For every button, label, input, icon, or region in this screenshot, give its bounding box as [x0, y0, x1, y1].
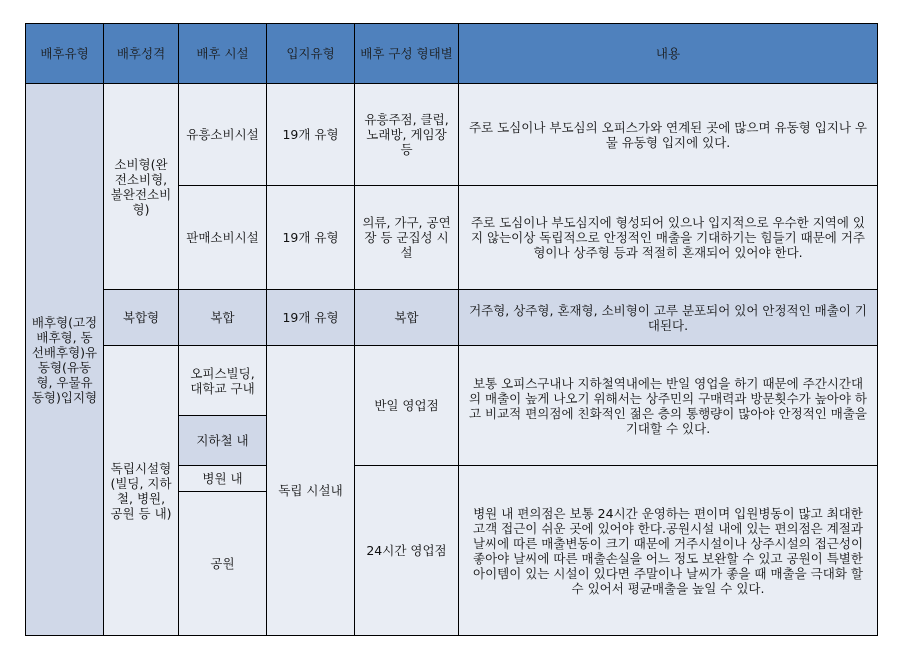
form-cell: 복합: [355, 290, 459, 346]
nature-cell: 복합형: [104, 290, 179, 346]
header-cell: 내용: [459, 24, 878, 84]
content-cell: 주로 도심이나 부도심의 오피스가와 연계된 곳에 많으며 유동형 입지나 우물 유동형 입지에 있다.: [459, 84, 878, 186]
facility-cell: 유흥소비시설: [179, 84, 267, 186]
facility-cell: 판매소비시설: [179, 186, 267, 290]
nature-cell: 소비형(완전소비형, 불완전소비형): [104, 84, 179, 290]
table-row: [26, 346, 878, 416]
content-cell: 거주형, 상주형, 혼재형, 소비형이 고루 분포되어 있어 안정적인 매출이 기대된다.: [459, 290, 878, 346]
location-cell: 독립 시설내: [267, 346, 355, 636]
header-cell: 배후유형: [26, 24, 104, 84]
facility-cell: 오피스빌딩, 대학교 구내: [179, 346, 267, 416]
table-row: [26, 84, 878, 186]
header-cell: 배후성격: [104, 24, 179, 84]
form-cell: 의류, 가구, 공연장 등 군집성 시설: [355, 186, 459, 290]
content-cell: 병원 내 편의점은 보통 24시간 운영하는 편이며 입원병동이 많고 최대한 고객 접근이 쉬운 곳에 있어야 한다.공원시설 내에 있는 편의점은 계절과 날씨에 따른 매출변동이 크기 때문에 거주시설이나 상주시설의 접근성이 좋아야 날씨에 따른 매출손실을 어느 정도 보완할 수 있고 공원이 특별한 아이템이 있는 시설이 있다면 주말이나 날씨가 좋을 때 매출을 극대화 할 수 있어서 평균매출을 높일 수 있다.: [459, 466, 878, 636]
location-cell: 19개 유형: [267, 186, 355, 290]
form-cell: 반일 영업점: [355, 346, 459, 466]
facility-cell: 지하철 내: [179, 416, 267, 466]
nature-cell: 독립시설형(빌딩, 지하철, 병원, 공원 등 내): [104, 346, 179, 636]
classification-table: [25, 23, 878, 636]
table-row: [26, 290, 878, 346]
location-cell: 19개 유형: [267, 290, 355, 346]
header-cell: 배후 구성 형태별: [355, 24, 459, 84]
location-cell: 19개 유형: [267, 84, 355, 186]
form-cell: 24시간 영업점: [355, 466, 459, 636]
header-row: [26, 24, 878, 84]
content-cell: 주로 도심이나 부도심지에 형성되어 있으나 입지적으로 우수한 지역에 있지 않는이상 독립적으로 안정적인 매출을 기대하기는 힘들기 때문에 거주형이나 상주형 등과 적절히 혼재되어 있어야 한다.: [459, 186, 878, 290]
facility-cell: 복합: [179, 290, 267, 346]
content-cell: 보통 오피스구내나 지하철역내에는 반일 영업을 하기 때문에 주간시간대의 매출이 높게 나오기 위해서는 상주민의 구매력과 방문횟수가 높아야 하고 비교적 편의점에 친화적인 젊은 층의 통행량이 많아야 안정적인 매출을 기대할 수 있다.: [459, 346, 878, 466]
facility-cell: 병원 내: [179, 466, 267, 492]
form-cell: 유흥주점, 클럽, 노래방, 게임장 등: [355, 84, 459, 186]
header-cell: 배후 시설: [179, 24, 267, 84]
header-cell: 입지유형: [267, 24, 355, 84]
facility-cell: 공원: [179, 492, 267, 636]
type-cell: 배후형(고정배후형, 동선배후형)유동형(유동형, 우물유동형)입지형: [26, 84, 104, 636]
